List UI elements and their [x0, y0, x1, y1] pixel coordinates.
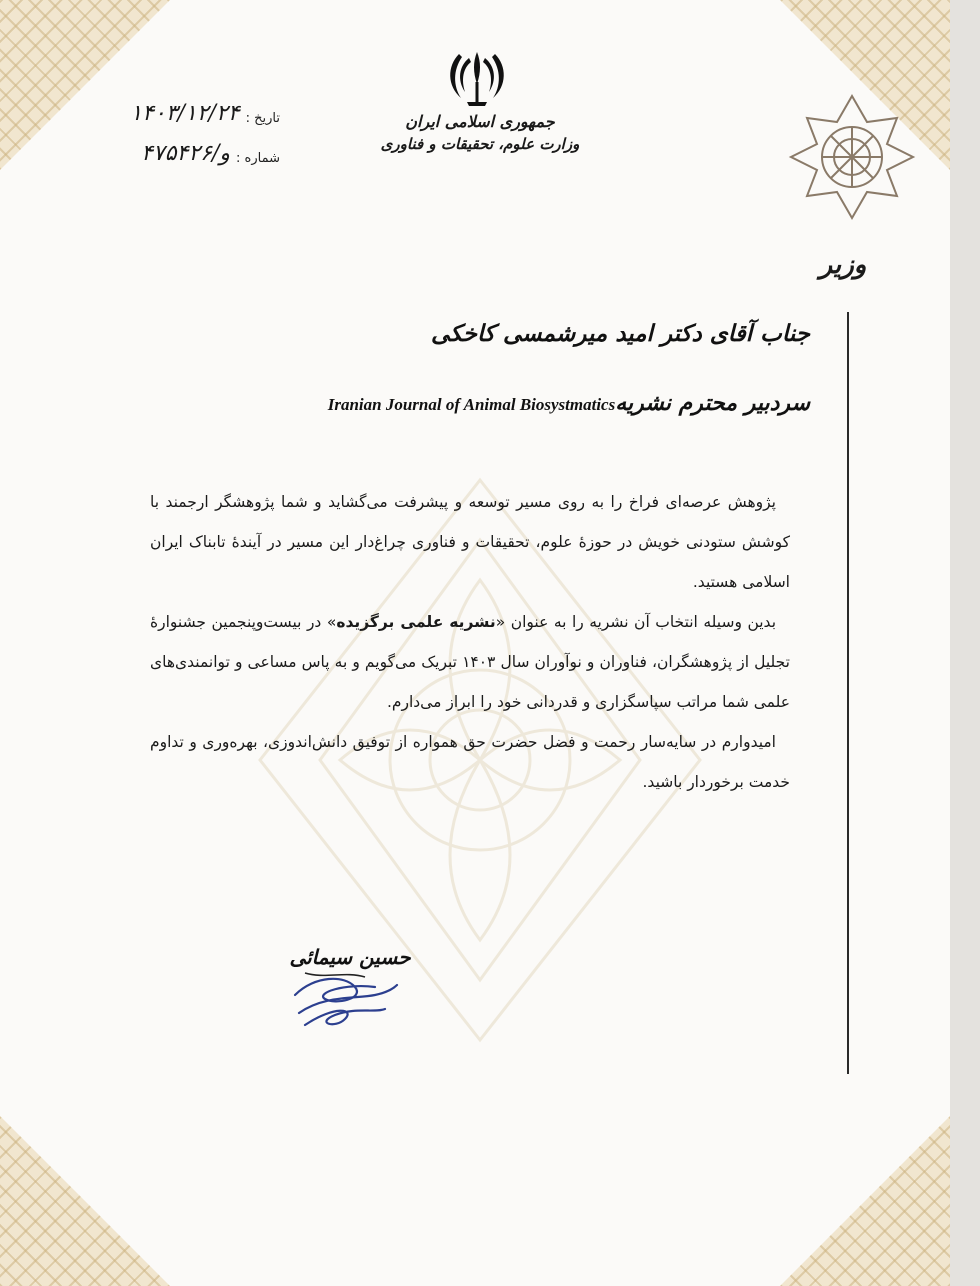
country-name: جمهوری اسلامی ایران: [405, 112, 555, 131]
date-row: [80, 86, 280, 126]
date-label: تاریخ :: [245, 111, 280, 126]
letter-meta: [80, 86, 280, 166]
paragraph-3: امیدوارم در سایه‌سار رحمت و فضل حضرت حق همواره از توفیق دانش‌اندوزی، بهره‌وری و تداوم خدمت برخوردار باشید.: [150, 733, 790, 791]
minister-title: وزیر: [819, 250, 867, 280]
date-value: ۱۴۰۳/۱۲/۲۴: [130, 101, 240, 126]
paragraph-1: پژوهش عرصه‌ای فراخ را به روی مسیر توسعه و پیشرفت می‌گشاید و شما پژوهشگر ارجمند با کوشش ستودنی خویش در حوزهٔ علوم، تحقیقات و فناوری چراغ‌دار این مسیر در آیندهٔ تابناک ایران اسلامی هستید.: [150, 493, 790, 591]
scan-edge: [950, 0, 980, 1286]
paragraph-2-start: بدین وسیله انتخاب آن نشریه را به عنوان «: [495, 613, 777, 631]
number-row: [80, 126, 280, 166]
letterhead: [380, 112, 580, 153]
corner-ornament-bottom-left: [0, 1116, 170, 1286]
vertical-rule: [847, 312, 849, 1074]
journal-name: Iranian Journal of Animal Biosystmatics: [327, 395, 616, 414]
editor-line: [328, 390, 810, 416]
iran-emblem-icon: [447, 48, 507, 110]
paragraph-2-end: » در بیست‌وپنجمین جشنوارهٔ تجلیل از پژوهشگران، فناوران و نوآوران سال ۱۴۰۳ تبریک می‌گویم و به پاس مساعی و توانمندی‌های علمی شما مراتب سپاسگزاری و قدردانی خود را ابراز می‌دارم.: [150, 613, 790, 711]
rosette-ornament-icon: [787, 92, 917, 222]
ministry-name: وزارت علوم، تحقیقات و فناوری: [380, 135, 580, 153]
signatory-name: حسین سیمائی: [289, 945, 411, 969]
signature-scribble-icon: [285, 965, 405, 1035]
number-label: شماره :: [236, 151, 280, 166]
editor-title: سردبیر محترم نشریه: [615, 390, 810, 416]
corner-ornament-bottom-right: [780, 1116, 950, 1286]
award-title: نشریه علمی برگزیده: [336, 613, 496, 631]
letter-body: [150, 482, 790, 802]
signature-block: [285, 945, 415, 1035]
paragraph-2: [150, 602, 790, 722]
number-value: ۴۷۵۴۲۶/و: [141, 141, 231, 166]
recipient-salutation: جناب آقای دکتر امید میرشمسی کاخکی: [430, 320, 810, 347]
